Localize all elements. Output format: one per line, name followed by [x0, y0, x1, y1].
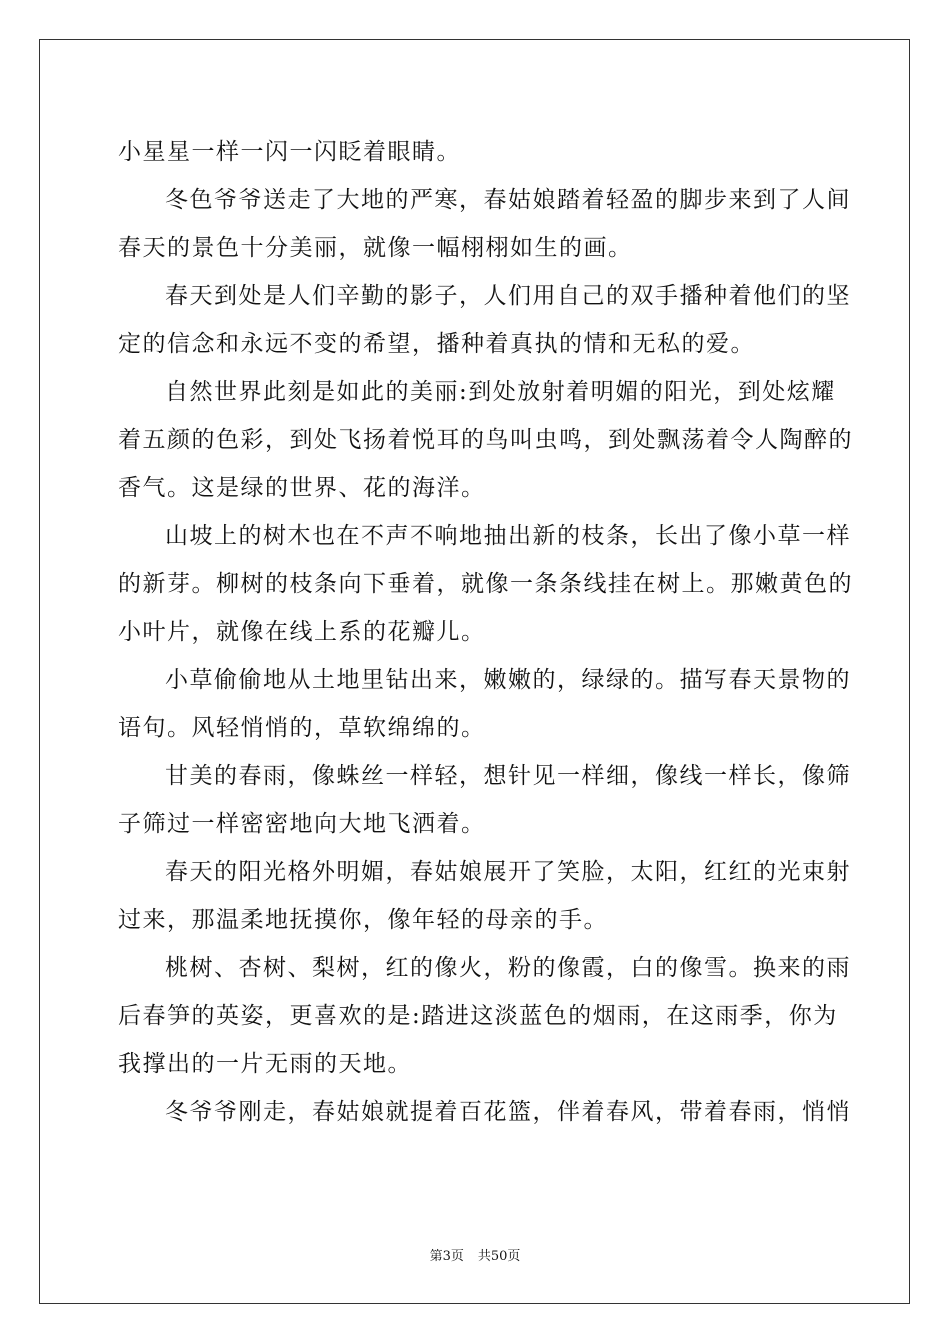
text-line: 的新芽。柳树的枝条向下垂着，就像一条条线挂在树上。那嫩黄色的 — [118, 571, 853, 597]
text-line: 山坡上的树木也在不声不响地抽出新的枝条，长出了像小草一样 — [165, 523, 851, 549]
text-line: 小叶片，就像在线上系的花瓣儿。 — [118, 619, 486, 645]
text-line: 子筛过一样密密地向大地飞洒着。 — [118, 811, 486, 837]
text-line: 冬色爷爷送走了大地的严寒，春姑娘踏着轻盈的脚步来到了人间 — [165, 187, 851, 213]
text-line: 甘美的春雨，像蛛丝一样轻，想针见一样细，像线一样长，像筛 — [165, 763, 851, 789]
page-number-current: 第3页 — [429, 1249, 464, 1264]
text-line: 我撑出的一片无雨的天地。 — [118, 1051, 412, 1077]
text-line: 过来，那温柔地抚摸你，像年轻的母亲的手。 — [118, 907, 608, 933]
text-line: 自然世界此刻是如此的美丽:到处放射着明媚的阳光，到处炫耀 — [165, 379, 836, 405]
text-line: 桃树、杏树、梨树，红的像火，粉的像霞，白的像雪。换来的雨 — [165, 955, 851, 981]
text-line: 定的信念和永远不变的希望，播种着真执的情和无私的爱。 — [118, 331, 755, 357]
page-footer — [0, 1245, 950, 1264]
text-line: 小草偷偷地从土地里钻出来，嫩嫩的，绿绿的。描写春天景物的 — [165, 667, 851, 693]
text-line: 春天的景色十分美丽，就像一幅栩栩如生的画。 — [118, 235, 633, 261]
document-body — [118, 128, 853, 1136]
text-line: 香气。这是绿的世界、花的海洋。 — [118, 475, 486, 501]
text-line: 小星星一样一闪一闪眨着眼睛。 — [118, 139, 461, 165]
text-line: 语句。风轻悄悄的，草软绵绵的。 — [118, 715, 486, 741]
text-line: 春天的阳光格外明媚，春姑娘展开了笑脸，太阳，红红的光束射 — [165, 859, 851, 885]
text-line: 春天到处是人们辛勤的影子，人们用自己的双手播种着他们的坚 — [165, 283, 851, 309]
text-line: 冬爷爷刚走，春姑娘就提着百花篮，伴着春风，带着春雨，悄悄 — [165, 1099, 851, 1125]
text-line: 着五颜的色彩，到处飞扬着悦耳的鸟叫虫鸣，到处飘荡着令人陶醉的 — [118, 427, 853, 453]
page-number-total: 共50页 — [477, 1249, 521, 1264]
text-line: 后春笋的英姿，更喜欢的是:踏进这淡蓝色的烟雨，在这雨季，你为 — [118, 1003, 838, 1029]
